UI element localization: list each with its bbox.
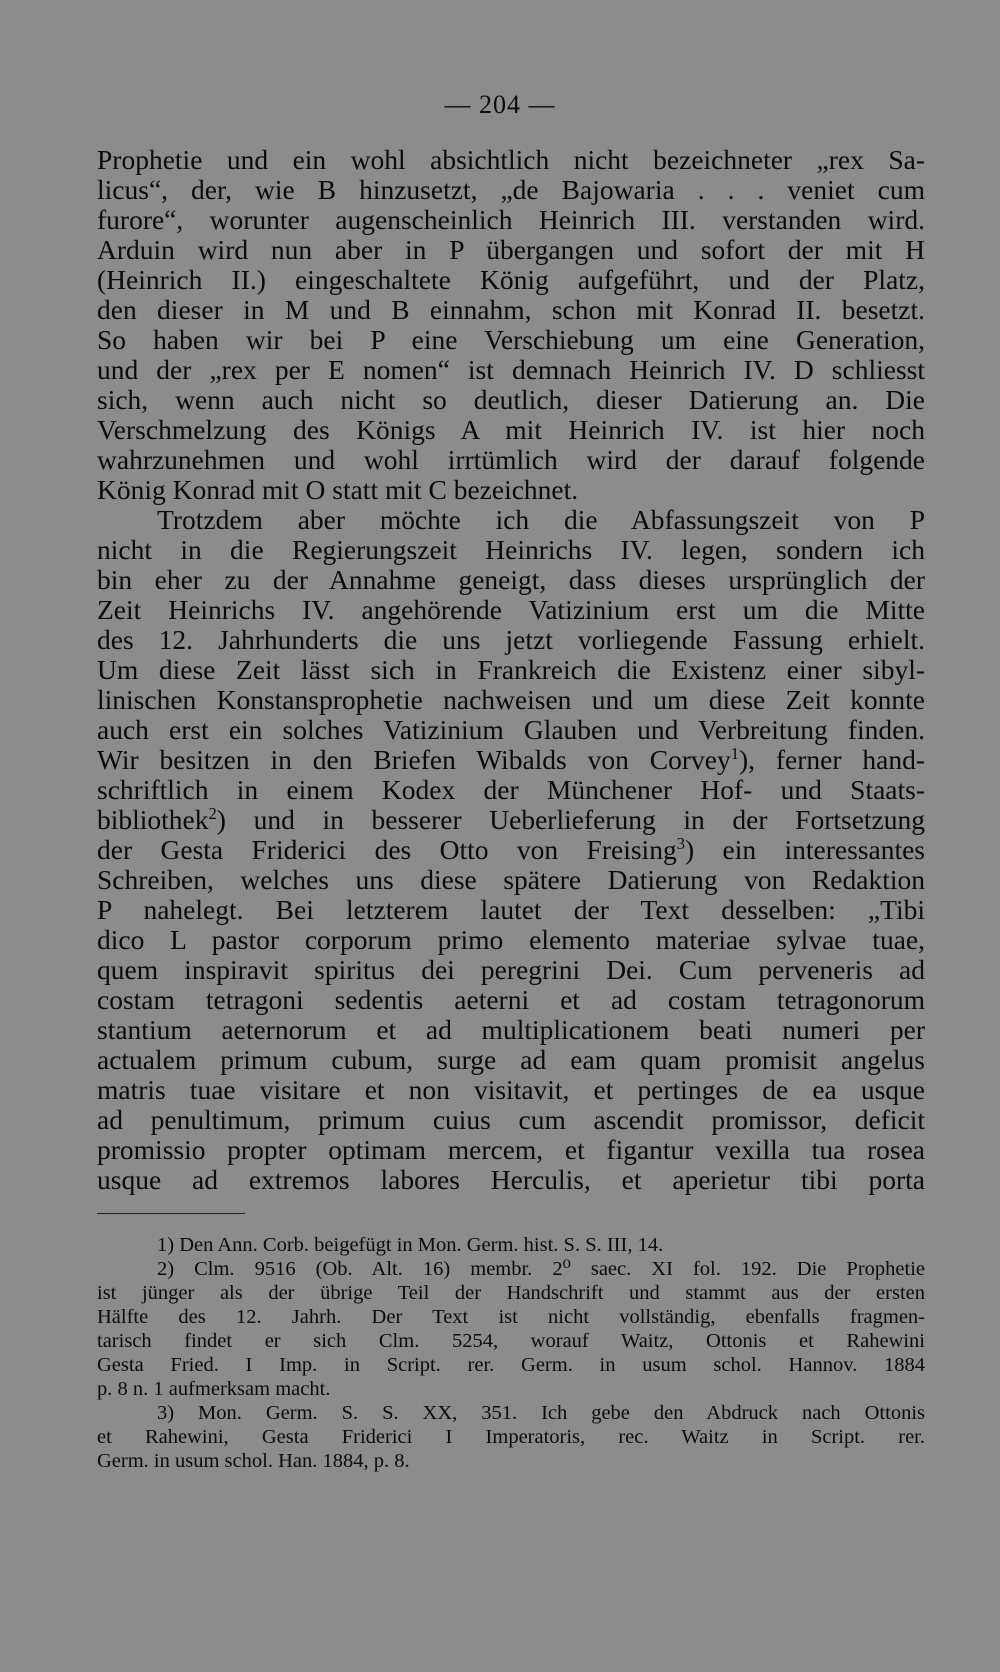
footnote-line: 2) Clm. 9516 (Ob. Alt. 16) membr. 2⁰ saec. XI fol. 192. Die Prophetie <box>157 1258 925 1280</box>
text-line <box>97 745 925 775</box>
text-line: nicht in die Regierungszeit Heinrichs IV. legen, sondern ich <box>97 534 925 565</box>
footnote-line: Hälfte des 12. Jahrh. Der Text ist nicht vollständig, ebenfalls fragmen- <box>97 1306 925 1328</box>
footnote-line: 3) Mon. Germ. S. S. XX, 351. Ich gebe den Abdruck nach Ottonis <box>157 1402 925 1424</box>
text-line: Verschmelzung des Königs A mit Heinrich IV. ist hier noch <box>97 414 925 445</box>
footnote-line: Germ. in usum schol. Han. 1884, p. 8. <box>97 1450 410 1472</box>
footnote-line: p. 8 n. 1 aufmerksam macht. <box>97 1378 331 1400</box>
text-segment: Wir besitzen in den Briefen Wibalds von Corvey <box>97 744 731 775</box>
text-line: des 12. Jahrhunderts die uns jetzt vorliegende Fassung erhielt. <box>97 624 925 655</box>
text-line: den dieser in M und B einnahm, schon mit Konrad II. besetzt. <box>97 294 925 325</box>
text-segment: ) und in besserer Ueberlieferung in der Fortsetzung <box>216 804 925 835</box>
footnote-divider <box>97 1213 245 1214</box>
text-line: stantium aeternorum et ad multiplicationem beati numeri per <box>97 1014 925 1045</box>
text-segment: bibliothek <box>97 804 209 835</box>
text-line: ad penultimum, primum cuius cum ascendit promissor, deficit <box>97 1104 925 1135</box>
text-line: quem inspiravit spiritus dei peregrini Dei. Cum perveneris ad <box>97 954 925 985</box>
text-line: und der „rex per E nomen“ ist demnach Heinrich IV. D schliesst <box>97 354 925 385</box>
text-line: Trotzdem aber möchte ich die Abfassungszeit von P <box>157 504 925 535</box>
footnote-line: 1) Den Ann. Corb. beigefügt in Mon. Germ. hist. S. S. III, 14. <box>157 1234 664 1256</box>
text-line: matris tuae visitare et non visitavit, et pertinges de ea usque <box>97 1074 925 1105</box>
text-line: schriftlich in einem Kodex der Münchener Hof- und Staats- <box>97 774 925 805</box>
text-line: bin eher zu der Annahme geneigt, dass dieses ursprünglich der <box>97 564 925 595</box>
text-line: (Heinrich II.) eingeschaltete König aufgeführt, und der Platz, <box>97 264 925 295</box>
text-line: wahrzunehmen und wohl irrtümlich wird der darauf folgende <box>97 444 925 475</box>
text-line: linischen Konstansprophetie nachweisen und um diese Zeit konnte <box>97 684 925 715</box>
text-segment: der Gesta Friderici des Otto von Freising <box>97 834 677 865</box>
text-line: Schreiben, welches uns diese spätere Datierung von Redaktion <box>97 864 925 895</box>
text-line: Um diese Zeit lässt sich in Frankreich die Existenz einer sibyl- <box>97 654 925 685</box>
text-line <box>97 835 925 865</box>
text-segment: ), ferner hand- <box>738 744 926 775</box>
text-line: Prophetie und ein wohl absichtlich nicht bezeichneter „rex Sa- <box>97 144 925 175</box>
page-number: — 204 — <box>444 90 556 119</box>
footnote-line: ist jünger als der übrige Teil der Handschrift und stammt aus der ersten <box>97 1282 925 1304</box>
text-line: Zeit Heinrichs IV. angehörende Vatizinium erst um die Mitte <box>97 594 925 625</box>
text-line: promissio propter optimam mercem, et figantur vexilla tua rosea <box>97 1134 925 1165</box>
text-line: sich, wenn auch nicht so deutlich, dieser Datierung an. Die <box>97 384 925 415</box>
footnote-line: tarisch findet er sich Clm. 5254, worauf Waitz, Ottonis et Rahewini <box>97 1330 925 1352</box>
text-line: auch erst ein solches Vatizinium Glauben und Verbreitung finden. <box>97 714 925 745</box>
text-line: So haben wir bei P eine Verschiebung um eine Generation, <box>97 324 925 355</box>
footnote-ref: 2 <box>208 803 217 823</box>
footnote-ref: 3 <box>676 833 685 853</box>
footnote-line: Gesta Fried. I Imp. in Script. rer. Germ. in usum schol. Hannov. 1884 <box>97 1354 925 1376</box>
text-line: costam tetragoni sedentis aeterni et ad costam tetragonorum <box>97 984 925 1015</box>
text-line: P nahelegt. Bei letzterem lautet der Text desselben: „Tibi <box>97 894 925 925</box>
footnote-line: et Rahewini, Gesta Friderici I Imperatoris, rec. Waitz in Script. rer. <box>97 1426 925 1448</box>
text-line: actualem primum cubum, surge ad eam quam promisit angelus <box>97 1044 925 1075</box>
text-line: licus“, der, wie B hinzusetzt, „de Bajowaria . . . veniet cum <box>97 174 925 205</box>
footnotes <box>97 1233 925 1473</box>
text-line: furore“, worunter augenscheinlich Heinrich III. verstanden wird. <box>97 204 925 235</box>
text-line: dico L pastor corporum primo elemento materiae sylvae tuae, <box>97 924 925 955</box>
text-line: usque ad extremos labores Herculis, et aperietur tibi porta <box>97 1164 925 1195</box>
main-text <box>97 145 925 1195</box>
text-line: Arduin wird nun aber in P übergangen und sofort der mit H <box>97 234 925 265</box>
text-line: König Konrad mit O statt mit C bezeichnet. <box>97 474 579 505</box>
text-segment: ) ein interessantes <box>684 834 925 865</box>
text-line <box>97 805 925 835</box>
footnote-ref: 1 <box>730 743 739 763</box>
